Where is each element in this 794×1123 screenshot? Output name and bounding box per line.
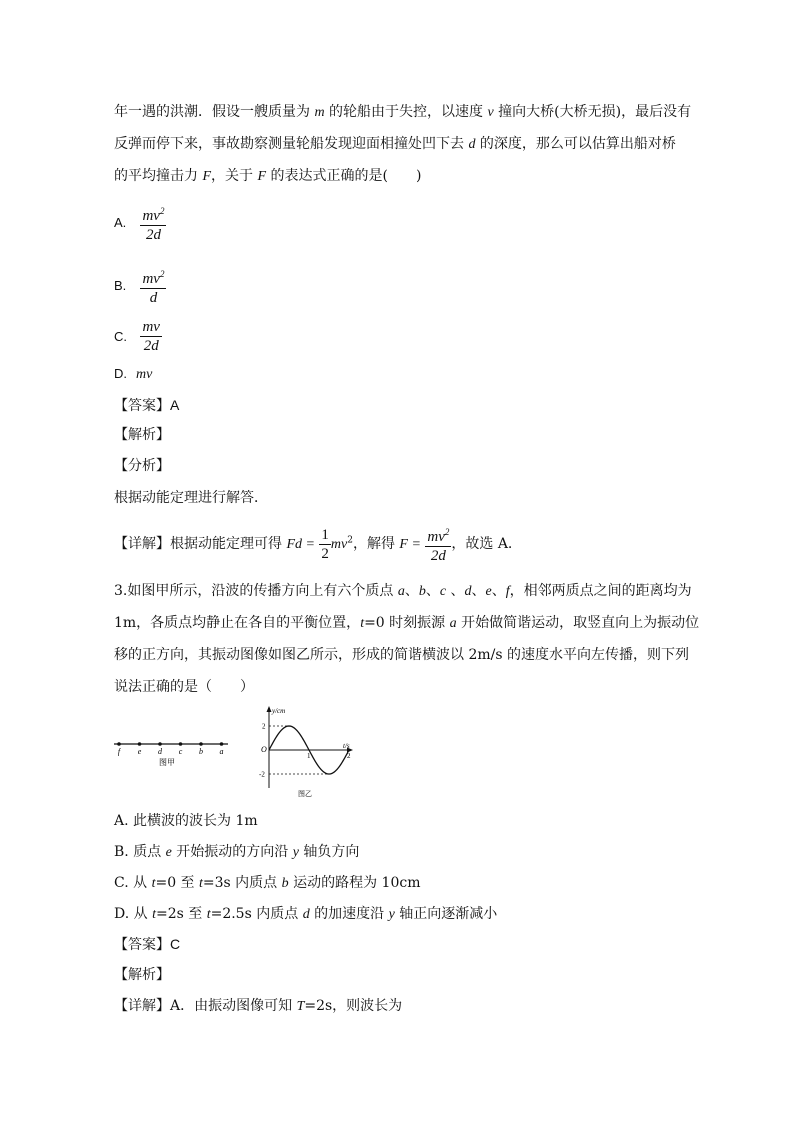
y-tick-label: 2 xyxy=(262,722,266,731)
particle-d xyxy=(158,742,162,746)
particle-label-d: d xyxy=(158,747,162,756)
q2-analysis-tag: 【解析】 xyxy=(114,427,170,443)
particle-label-c: c xyxy=(178,747,183,756)
y-tick-label: -2 xyxy=(259,770,265,779)
q2-option-b: B. $\frac{mv^2}{d}$ xyxy=(114,269,165,306)
q2-fenxi-tag: 【分析】 xyxy=(114,458,170,474)
x-tick-label: 2 xyxy=(347,752,351,760)
particle-c xyxy=(179,742,183,746)
figure-yi xyxy=(255,704,355,800)
q3-stem-line-2: 1m，各质点均静止在各自的平衡位置，t=0 时刻振源 a 开始做简谐运动，取竖直向上为振动位 xyxy=(114,615,700,631)
figure-jia-caption: 图甲 xyxy=(159,758,175,767)
y-axis-label: y/cm xyxy=(272,707,286,715)
q2-option-c: C. $\frac{mv}{2d}$ xyxy=(114,319,160,354)
figure-yi-caption: 图乙 xyxy=(298,790,312,798)
particle-e xyxy=(138,742,142,746)
particle-label-e: e xyxy=(137,747,142,756)
q2-fenxi-text: 根据动能定理进行解答． xyxy=(114,490,268,506)
q2-option-a: A. $\frac{mv^2}{2d}$ xyxy=(114,206,165,243)
particle-label-f: f xyxy=(117,747,121,756)
particle-label-a: a xyxy=(219,747,224,756)
origin-label: O xyxy=(261,745,267,754)
q3-stem-line-1: 3.如图甲所示，沿波的传播方向上有六个质点 a、b、c 、d、e、f，相邻两质点之间的距离均为 xyxy=(114,583,692,599)
q3-option-a: A. 此横波的波长为 1m xyxy=(114,813,258,829)
q3-analysis-tag: 【解析】 xyxy=(114,967,170,983)
q3-detail: 【详解】A．由振动图像可知 T=2s，则波长为 xyxy=(114,998,403,1014)
particle-a xyxy=(220,742,224,746)
q2-option-d: D. mv xyxy=(114,366,153,382)
q3-option-d: D. 从 t=2s 至 t=2.5s 内质点 d 的加速度沿 y 轴正向逐渐减小 xyxy=(114,906,498,922)
particle-label-b: b xyxy=(199,747,203,756)
q3-option-c: C. 从 t=0 至 t=3s 内质点 b 运动的路程为 10cm xyxy=(114,875,421,891)
x-axis-label: t/s xyxy=(343,742,350,750)
q3-answer: 【答案】C xyxy=(114,936,181,953)
y-axis-arrow xyxy=(267,706,272,712)
q3-option-b: B. 质点 e 开始振动的方向沿 y 轴负方向 xyxy=(114,844,360,860)
q2-answer: 【答案】A xyxy=(114,397,180,414)
x-tick-label: 1 xyxy=(307,752,311,760)
q3-stem-line-3: 移的正方向，其振动图像如图乙所示，形成的简谐横波以 2m/s 的速度水平向左传播，则下列 xyxy=(114,647,689,663)
q2-stem-line-3: 的平均撞击力 F，关于 F 的表达式正确的是( ) xyxy=(114,168,422,184)
figure-jia xyxy=(110,730,235,770)
q2-stem-line-1: 年一遇的洪潮．假设一艘质量为 m 的轮船由于失控，以速度 v 撞向大桥(大桥无损)，最后没有 xyxy=(114,104,692,120)
q2-detail: 【详解】根据动能定理可得 Fd = $\frac{1}{2}$ $mv^2$，解得 F = $\frac{mv^2}{2d}$ ，故选 A. xyxy=(114,526,513,564)
q3-stem-line-4: 说法正确的是（ ） xyxy=(114,679,254,695)
particle-f xyxy=(117,742,121,746)
particle-b xyxy=(199,742,203,746)
q2-stem-line-2: 反弹而停下来，事故勘察测量轮船发现迎面相撞处凹下去 d 的深度，那么可以估算出船对桥 xyxy=(114,136,676,152)
